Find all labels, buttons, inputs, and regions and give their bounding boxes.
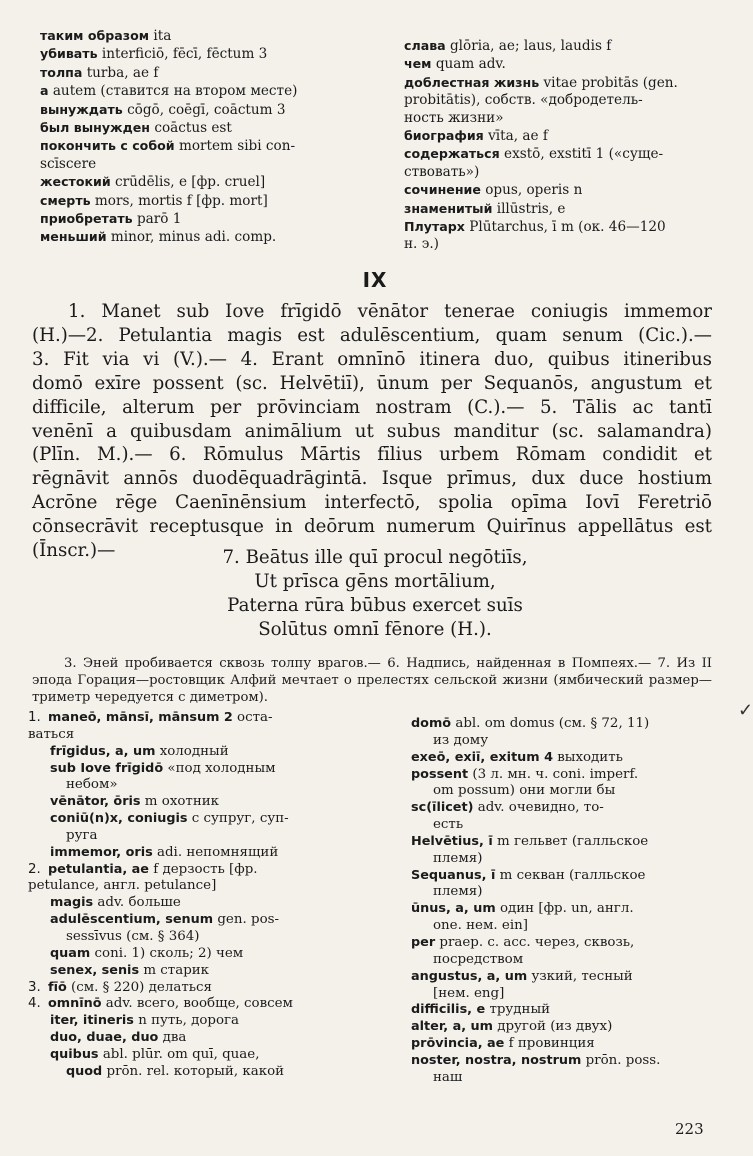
- vocabulary-meaning: m старик: [143, 962, 210, 978]
- glossary-entry: [404, 55, 722, 73]
- glossary-continuation: н. э.): [404, 236, 439, 253]
- vocabulary-entry: [411, 1002, 711, 1019]
- vocabulary-entry: [28, 980, 352, 997]
- vocabulary-entry: [411, 1036, 711, 1053]
- glossary-translation: coāctus est: [154, 120, 232, 137]
- vocabulary-continuation: [нем. eng]: [433, 985, 505, 1001]
- vocabulary-word: petulantia, ae: [48, 861, 149, 877]
- vocabulary-meaning: f дерзость [фр.: [153, 861, 258, 877]
- vocabulary-meaning: adi. непомнящий: [156, 844, 279, 860]
- vocabulary-word: senex, senis: [50, 962, 140, 978]
- vocabulary-meaning: prōn. poss.: [585, 1052, 661, 1068]
- poem-block: [0, 546, 750, 642]
- vocabulary-entry: [411, 716, 711, 733]
- glossary-entry: [40, 228, 358, 246]
- vocabulary-entry: [28, 862, 352, 879]
- vocabulary-word: noster, nostra, nostrum: [411, 1052, 582, 1068]
- glossary-entry: [404, 200, 722, 218]
- glossary-headword: толпа: [40, 64, 83, 80]
- glossary-headword: таким образом: [40, 28, 150, 43]
- vocabulary-word: alter, a, um: [411, 1019, 493, 1035]
- glossary-headword: знаменитый: [404, 200, 493, 216]
- glossary-entry: [404, 145, 722, 163]
- entry-number: 3.: [28, 979, 41, 995]
- glossary-translation: exstō, exstitī 1 («суще-: [504, 146, 664, 163]
- latin-line: (H.)—2. Petulantia magis est adulēscentium, quam senum (Cic.).—: [32, 324, 712, 346]
- entry-number: 2.: [28, 861, 41, 877]
- vocabulary-meaning: узкий, тесный: [531, 968, 633, 984]
- glossary-entry: [40, 137, 358, 155]
- vocabulary-word: frīgidus, a, um: [50, 743, 156, 759]
- vocabulary-word: iter, itineris: [50, 1013, 134, 1029]
- vocabulary-meaning: два: [162, 1030, 187, 1046]
- latin-line: 3. Fit via vi (V.).— 4. Erant omnīnō itinera duo, quibus itineribus: [32, 348, 712, 370]
- vocabulary-meaning: abl. om domus (см. § 72, 11): [455, 716, 650, 731]
- glossary-translation: turba, ae f: [86, 64, 159, 81]
- vocabulary-meaning: prōn. rel. который, какой: [106, 1063, 285, 1079]
- vocabulary-continuation: посредством: [433, 951, 524, 967]
- vocabulary-word: adulēscentium, senum: [50, 912, 214, 928]
- glossary-headword: содержаться: [404, 146, 500, 162]
- vocabulary-meaning: adv. очевидно, то-: [477, 800, 604, 816]
- glossary-headword: слава: [404, 38, 446, 53]
- latin-line: 1. Manet sub Iove frīgidō vēnātor tenerae coniugis immemor: [68, 301, 712, 322]
- vocabulary-word: ūnus, a, um: [411, 901, 496, 917]
- glossary-entry: [40, 119, 358, 137]
- vocabulary-word: per: [411, 934, 436, 950]
- latin-line: difficile, alterum per prōvinciam nostram (C.).— 5. Tālis ac tantī: [32, 396, 712, 418]
- vocabulary-word: magis: [50, 895, 94, 911]
- vocabulary-meaning: трудный: [489, 1002, 551, 1018]
- glossary-headword: приобретать: [40, 211, 133, 227]
- vocabulary-word: Sequanus, ī: [411, 867, 496, 883]
- glossary-entry: [40, 173, 358, 191]
- vocabulary-entry: [28, 912, 352, 929]
- glossary-headword: биография: [404, 128, 484, 144]
- vocabulary-continuation: племя): [433, 850, 483, 866]
- vocabulary-entry: [411, 969, 711, 986]
- glossary-entry: [404, 181, 722, 199]
- vocabulary-word: duo, duae, duo: [50, 1030, 159, 1046]
- vocabulary-word: fīō: [48, 979, 67, 995]
- vocabulary-continuation: one. нем. ein]: [433, 918, 528, 934]
- vocabulary-meaning: выходить: [557, 749, 623, 765]
- glossary-continuation: scīscere: [40, 155, 97, 172]
- lesson-heading: IX: [362, 268, 388, 292]
- vocabulary-entry: [28, 794, 352, 811]
- margin-pencil-mark: ✓: [738, 700, 753, 721]
- entry-number: 1.: [28, 710, 41, 725]
- vocabulary-word: immemor, oris: [50, 844, 153, 860]
- vocabulary-continuation: из дому: [433, 732, 489, 748]
- glossary-translation: ita: [153, 28, 172, 44]
- vocabulary-entry: [28, 1013, 352, 1030]
- glossary-translation: cōgō, coēgī, coāctum 3: [127, 101, 286, 118]
- vocabulary-entry: [28, 1030, 352, 1047]
- vocabulary-word: exeō, exiī, exitum 4: [411, 749, 553, 765]
- vocabulary-meaning: другой (из двух): [497, 1019, 613, 1035]
- vocabulary-entry: [28, 895, 352, 912]
- vocabulary-continuation: племя): [433, 884, 483, 900]
- vocabulary-continuation: небом»: [66, 777, 118, 793]
- vocabulary-meaning: f провинция: [508, 1036, 595, 1052]
- vocabulary-word: domō: [411, 716, 452, 731]
- glossary-translation: mortem sibi con-: [178, 138, 296, 155]
- vocabulary-left-column: [28, 710, 352, 1081]
- glossary-continuation: probitātis), собств. «добродетель-: [404, 92, 643, 109]
- vocabulary-entry: [28, 946, 352, 963]
- vocabulary-entry: [28, 744, 352, 761]
- top-glossary-right: [404, 37, 722, 254]
- poem-line: Paterna rūra būbus exercet suīs: [227, 594, 523, 616]
- poem-line: Ut prīsca gēns mortālium,: [254, 570, 496, 592]
- vocabulary-entry: [28, 1047, 352, 1064]
- latin-line: venēnī a quibusdam animālium ut subus manditur (sc. salamandra): [32, 420, 712, 442]
- glossary-translation: interficiō, fēcī, fēctum 3: [101, 46, 268, 63]
- glossary-entry: [40, 27, 358, 45]
- glossary-entry: [40, 210, 358, 228]
- glossary-headword: жестокий: [40, 174, 111, 190]
- vocabulary-entry: [411, 868, 711, 885]
- vocabulary-word: possent: [411, 766, 469, 782]
- explanatory-notes: 3. Эней пробивается сквозь толпу врагов.— 6. Надпись, найденная в Помпеях.— 7. Из II эпода Горация—ростовщик Алфий мечтает о прелестях сельской жизни (ямбический размер—триметр чередуется с диметром).: [32, 656, 712, 705]
- vocabulary-word: sc(īlicet): [411, 800, 474, 816]
- vocabulary-word: quod: [66, 1063, 103, 1079]
- glossary-headword: убивать: [40, 46, 98, 62]
- vocabulary-word: difficilis, e: [411, 1002, 486, 1018]
- glossary-headword: смерть: [40, 192, 91, 208]
- vocabulary-word: angustus, a, um: [411, 968, 528, 984]
- vocabulary-entry: [411, 767, 711, 784]
- latin-line: cōnsecrāvit receptusque in deōrum numerum Quirīnus appellātus est: [32, 516, 712, 538]
- latin-line: Acrōne rēge Caenīnēnsium interfectō, spolia opīma Iovī Feretriō: [32, 492, 712, 514]
- glossary-headword: Плутарх: [404, 219, 465, 235]
- glossary-headword: вынуждать: [40, 101, 123, 117]
- glossary-translation: quam adv.: [435, 56, 506, 73]
- glossary-headword: был вынужден: [40, 120, 151, 136]
- vocabulary-entry: [28, 845, 352, 862]
- glossary-translation: minor, minus adi. comp.: [110, 229, 277, 246]
- glossary-translation: vīta, ae f: [488, 128, 548, 145]
- glossary-translation: illūstris, e: [496, 200, 566, 217]
- vocabulary-word: omnīnō: [48, 996, 102, 1012]
- vocabulary-meaning: оста-: [237, 710, 273, 725]
- vocabulary-meaning: (см. § 220) делаться: [71, 979, 212, 995]
- vocabulary-word: maneō, mānsī, mānsum 2: [48, 710, 233, 725]
- vocabulary-continuation: руга: [66, 827, 98, 843]
- vocabulary-continuation: есть: [433, 817, 464, 833]
- vocabulary-entry: [28, 811, 352, 828]
- vocabulary-continuation: om possum) они могли бы: [433, 783, 616, 799]
- vocabulary-meaning: c супруг, суп-: [191, 811, 289, 827]
- vocabulary-entry: [411, 1019, 711, 1036]
- glossary-headword: а: [40, 83, 49, 99]
- glossary-headword: доблестная жизнь: [404, 74, 540, 90]
- entry-number: 4.: [28, 996, 41, 1012]
- vocabulary-meaning: coni. 1) сколь; 2) чем: [94, 945, 244, 961]
- glossary-entry: [404, 74, 722, 92]
- vocabulary-meaning: m секван (галльское: [499, 867, 646, 883]
- poem-line: Solūtus omnī fēnore (H.).: [258, 618, 492, 640]
- vocabulary-word: sub Iove frīgidō: [50, 760, 164, 776]
- glossary-translation: mors, mortis f [фр. mort]: [94, 192, 268, 209]
- vocabulary-meaning: m гельвет (галльское: [497, 833, 649, 849]
- glossary-entry: [40, 82, 358, 100]
- vocabulary-word: quam: [50, 945, 91, 961]
- vocabulary-entry: [28, 761, 352, 778]
- vocabulary-word: Helvētius, ī: [411, 833, 493, 849]
- glossary-headword: чем: [404, 56, 432, 72]
- vocabulary-entry: [28, 963, 352, 980]
- glossary-translation: glōria, ae; laus, laudis f: [449, 38, 612, 54]
- latin-line: (Plīn. M.).— 6. Rōmulus Mārtis fīlius urbem Rōmam condidit et: [32, 444, 712, 466]
- vocabulary-entry: [411, 901, 711, 918]
- latin-line: (Īnscr.)—: [32, 540, 116, 562]
- glossary-entry: [40, 64, 358, 82]
- glossary-entry: [404, 218, 722, 236]
- vocabulary-entry: [411, 834, 711, 851]
- latin-line: rēgnāvit annōs duodēquadrāgintā. Isque prīmus, dux duce hostium: [32, 468, 712, 490]
- poem-line: 7. Beātus ille quī procul negōtiīs,: [222, 547, 528, 568]
- vocabulary-word: quibus: [50, 1046, 99, 1062]
- vocabulary-meaning: adv. больше: [97, 895, 181, 911]
- glossary-translation: autem (ставится на втором месте): [52, 83, 298, 100]
- glossary-entry: [40, 45, 358, 63]
- vocabulary-continuation: наш: [433, 1069, 463, 1085]
- vocabulary-meaning: praep. c. acc. через, сквозь,: [439, 934, 635, 950]
- vocabulary-meaning: n путь, дорога: [138, 1013, 240, 1029]
- glossary-translation: vitae probitās (gen.: [543, 74, 678, 91]
- vocabulary-entry: [28, 1064, 352, 1081]
- vocabulary-word: prōvincia, ae: [411, 1036, 505, 1052]
- top-glossary-left: [40, 27, 358, 247]
- glossary-headword: меньший: [40, 229, 107, 245]
- vocabulary-meaning: один [фр. un, англ.: [499, 901, 634, 917]
- vocabulary-entry: [411, 1053, 711, 1070]
- vocabulary-entry: [28, 996, 352, 1013]
- glossary-entry: [40, 192, 358, 210]
- latin-line: domō exīre possent (sc. Helvētiī), ūnum per Sequanōs, angustum et: [32, 372, 712, 394]
- glossary-entry: [40, 101, 358, 119]
- glossary-headword: покончить с собой: [40, 138, 175, 154]
- glossary-translation: Plūtarchus, ī m (ок. 46—120: [469, 219, 666, 236]
- glossary-continuation: ствовать»): [404, 163, 480, 180]
- vocabulary-entry: [411, 800, 711, 817]
- glossary-entry: [404, 37, 722, 55]
- vocabulary-entry: [411, 935, 711, 952]
- glossary-translation: crūdēlis, e [фр. cruel]: [115, 174, 266, 191]
- glossary-entry: [404, 127, 722, 145]
- vocabulary-meaning: abl. plūr. om quī, quae,: [102, 1046, 260, 1062]
- vocabulary-meaning: m охотник: [144, 794, 220, 810]
- vocabulary-entry: [28, 710, 352, 727]
- page-number: 223: [675, 1120, 704, 1138]
- vocabulary-meaning: gen. pos-: [217, 912, 280, 928]
- vocabulary-meaning: холодный: [159, 743, 229, 759]
- vocabulary-meaning: adv. всего, вообще, совсем: [105, 996, 293, 1012]
- vocabulary-word: coniū(n)x, coniugis: [50, 811, 188, 827]
- glossary-continuation: ность жизни»: [404, 109, 504, 126]
- vocabulary-meaning: (3 л. мн. ч. coni. imperf.: [472, 766, 639, 782]
- vocabulary-right-column: [411, 716, 711, 1087]
- vocabulary-continuation: ваться: [28, 726, 75, 742]
- glossary-translation: opus, operis n: [485, 182, 583, 199]
- latin-passage: [32, 300, 712, 563]
- glossary-translation: parō 1: [136, 211, 182, 228]
- vocabulary-continuation: petulance, англ. petulance]: [28, 878, 217, 894]
- vocabulary-meaning: «под холодным: [167, 760, 276, 776]
- vocabulary-word: vēnātor, ōris: [50, 794, 141, 810]
- vocabulary-continuation: sessīvus (см. § 364): [66, 928, 200, 944]
- vocabulary-entry: [411, 750, 711, 767]
- glossary-headword: сочинение: [404, 182, 481, 198]
